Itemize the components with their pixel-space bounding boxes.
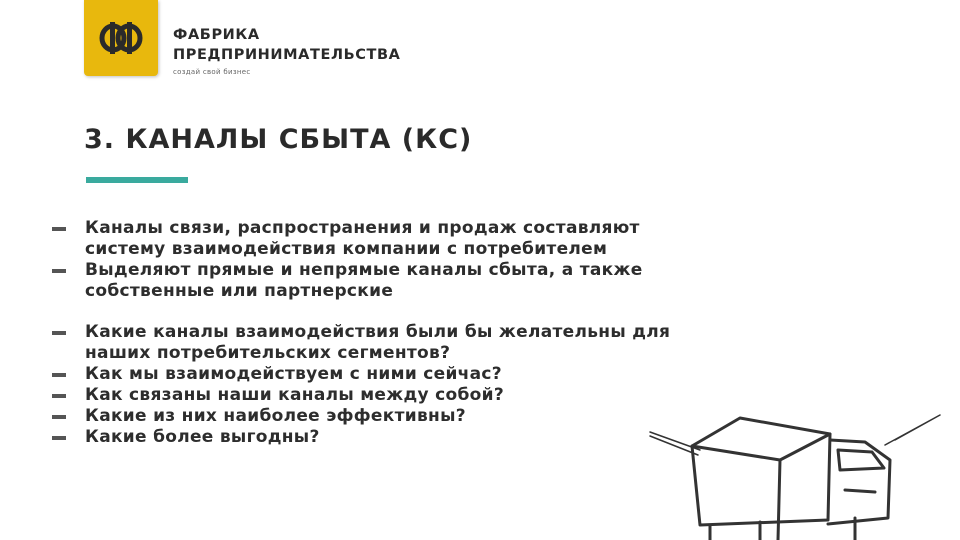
dash-icon	[52, 227, 66, 231]
bullet-item	[52, 322, 672, 364]
bullet-item	[52, 260, 672, 302]
dash-icon	[52, 394, 66, 398]
logo-wordmark	[173, 25, 401, 76]
bullet-list	[52, 218, 672, 448]
bullet-text: Какие каналы взаимодействия были бы желательны для наших потребительских сегментов?	[85, 322, 671, 363]
logo-ff-icon	[97, 18, 145, 58]
dash-icon	[52, 415, 66, 419]
dash-icon	[52, 373, 66, 377]
bullet-item	[52, 385, 672, 406]
bullet-text: Выделяют прямые и непрямые каналы сбыта, а также собственные или партнерские	[85, 260, 643, 301]
bullet-text: Какие более выгодны?	[85, 427, 320, 447]
bullet-item	[52, 364, 672, 385]
logo-mark	[84, 0, 158, 76]
bullet-text: Как мы взаимодействуем с ними сейчас?	[85, 364, 502, 384]
bullet-item	[52, 406, 672, 427]
bullet-text: Каналы связи, распространения и продаж составляют систему взаимодействия компании с потребителем	[85, 218, 640, 259]
logo-line-1: ФАБРИКА	[173, 27, 260, 43]
bullet-text: Какие из них наиболее эффективны?	[85, 406, 466, 426]
bullet-text: Как связаны наши каналы между собой?	[85, 385, 504, 405]
bullet-item	[52, 218, 672, 260]
logo-tagline: создай свой бизнес	[173, 68, 251, 76]
truck-sketch-icon	[640, 400, 960, 540]
bullet-item	[52, 427, 672, 448]
slide-title: 3. КАНАЛЫ СБЫТА (КС)	[84, 124, 473, 155]
logo-line-2: ПРЕДПРИНИМАТЕЛЬСТВА	[173, 47, 401, 63]
dash-icon	[52, 331, 66, 335]
dash-icon	[52, 436, 66, 440]
title-underline	[86, 177, 188, 183]
dash-icon	[52, 269, 66, 273]
